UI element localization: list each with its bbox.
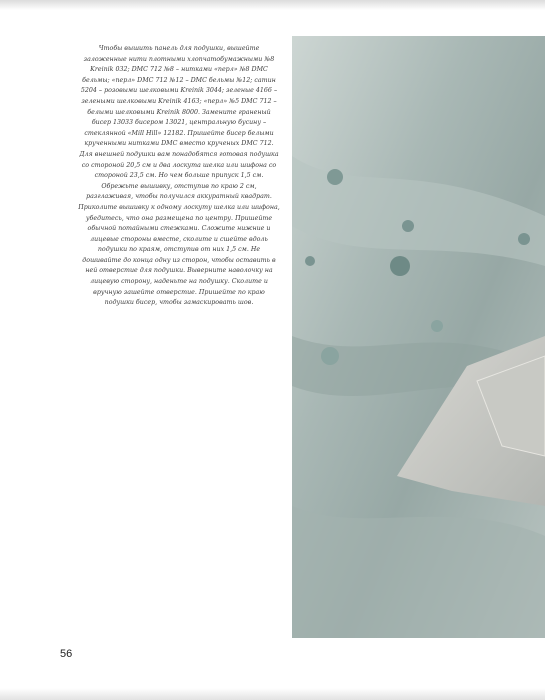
bead-dot [390,256,410,276]
bead-dot [305,256,315,266]
page-number: 56 [60,648,73,660]
instructions-paragraph-2: Для внешней подушки вам понадобятся готовая подушка со стороной 20,5 см и два лоскута шелка или шифона со стороной 23,5 см. Но чем больше припуск 1,5 см. Обрежьте вышивку, отступив по краю 2 см, разглаживая, чтобы получился аккуратный квадрат. Приколите вышивку к одному лоскуту шелка или шифона, убедитесь, что она размещена по центру. Пришейте обычной потайными стежками. Сложите нижние и лицевые стороны вместе, сколите и сшейте вдоль подушки по краям, отступив от них 1,5 см. Не дошивайте до конца одну из сторон, чтобы оставить в ней отверстие для подушки. Выверните наволочку на лицевую сторону, наденьте на подушку. Сколите и вручную зашейте отверстие. Пришейте по краю подушки бисер, чтобы замаскировать шов. [78,150,280,307]
pillow-photo-drawing [292,36,545,638]
bead-dot [518,233,530,245]
bead-dot [321,347,339,365]
instructions-paragraph-1: Чтобы вышить панель для подушки, вышейте заложенные нити плотными хлопчатобумажными №8 Kreinik 032; DMC 712 №8 – нитками «перл» №8 DMC бельмы; «перл» DMC 712 №12 – DMC бельмы №12; сатин 5204 – розовыми шелковыми Kreinik 3044; зеленые 4166 – зелеными шелковыми Kreinik 4163; «перл» №5 DMC 712 – белыми шелковыми Kreinik 8000. Замените граненый бисер 13033 бисером 13021, центральную бусину – стеклянной «Mill Hill» 12182. Пришейте бисер белыми крученными нитками DMC вместо крученых DMC 712. [80,45,278,148]
bead-dot [431,320,443,332]
instructions-text-block [78,44,280,309]
bead-dot [327,169,343,185]
scan-top-edge [0,0,545,10]
scan-bottom-edge [0,688,545,700]
pillow-photo [292,36,545,638]
bead-dot [402,220,414,232]
fabric-fold [292,506,545,638]
